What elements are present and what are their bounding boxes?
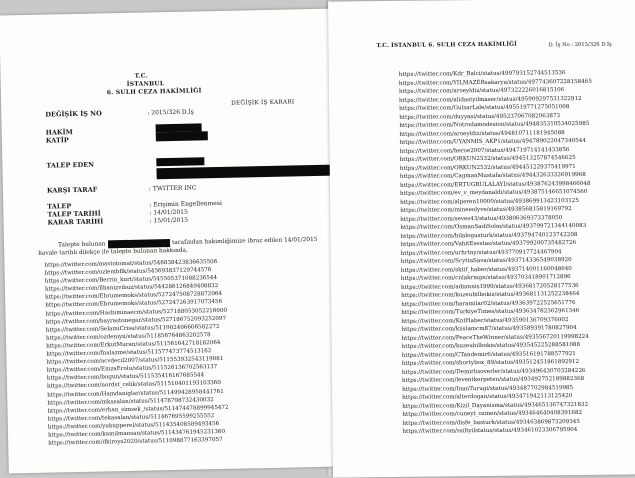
redaction-katip — [156, 131, 208, 141]
body-line1-b: tarafından hakimliğimize ibraz edilen 14/01/2015 — [171, 236, 318, 246]
left-page — [0, 9, 345, 474]
right-url-item: https://twitter.com/OsmanSadiSolm/status/493799721344140083 — [400, 222, 587, 231]
right-url-list — [399, 69, 596, 437]
right-url-item: https://twitter.com/CTandemir6/status/493516191788577921 — [401, 350, 576, 359]
left-url-item: https://twitter.com/dkiroys2020/status/511098877163397057 — [48, 437, 223, 447]
left-url-list — [44, 258, 229, 448]
right-url-item: https://twitter.com/alterdogan/status/493471942113125420 — [402, 393, 573, 401]
right-url-item: https://twitter.com/aroeyldiz/status/497322226016815106 — [398, 87, 565, 95]
right-url-item: https://twitter.com/ERTUGRULALAYI/status/493876243998466048 — [399, 180, 591, 189]
right-url-item: https://twitter.com/GulsarLale/status/495519771275051008 — [399, 104, 570, 112]
left-url-item: https://twitter.com/mkasalan/status/511478798732430032 — [47, 396, 214, 407]
body-line1-a: Talepte bulunan — [58, 241, 106, 249]
left-url-item: https://twitter.com/Berrin_kurt/status/545505371088236544 — [44, 275, 218, 285]
right-url-item: https://twitter.com/CagmanMustafa/status/494432633326919968 — [399, 171, 586, 180]
right-url-item: https://twitter.com/adnmnis1999/status/493681720528177536 — [400, 282, 579, 291]
katip-label: KATİP — [45, 136, 69, 145]
right-url-item: https://twitter.com/alperen10000/status/493869913423103125 — [400, 197, 579, 206]
right-url-item: https://twitter.com/bilalogusturk/status/493794740123742208 — [400, 231, 578, 240]
degisik-value: : 2015/326 D.İş — [147, 108, 194, 117]
redaction-talep-eden-2 — [156, 165, 332, 180]
karar-tarihi-label: KARAR TARİHİ — [47, 217, 104, 227]
left-url-item: https://twitter.com/erhan_simsek_/status/511474478899945472 — [47, 404, 229, 415]
right-url-item: https://twitter.com/Notrodamodesion/status/494835310534025985 — [399, 120, 590, 129]
karsi-taraf-value: : TWITTER INC — [148, 184, 197, 193]
left-url-item: https://twitter.com/Hasbiminaecm/status/527188053052216000 — [45, 307, 228, 318]
left-url-item: https://twitter.com/nordst_celik/status/511510401193103360 — [46, 380, 221, 391]
karsi-taraf-label: KARŞI TARAF — [46, 185, 98, 195]
left-url-item: https://twitter.com/llhanizvibuz/status/544286126849408832 — [44, 283, 219, 293]
right-url-item: https://twitter.com/sktif_haber/status/493714001160048640 — [400, 265, 572, 274]
right-url-item: https://twitter.com/haramilar02/status/493639722525651776 — [401, 299, 576, 308]
right-url-item: https://twitter.com/cnlakrmgn/status/493703418901712896 — [400, 274, 571, 282]
degisik-label: DEĞİŞİK İŞ NO — [45, 109, 102, 119]
right-url-item: https://twitter.com/ScyttaSava/status/493714336549038920 — [400, 257, 572, 265]
right-url-item: https://twitter.com/PeaceTheWinner/status/493556720119998224 — [401, 333, 589, 342]
left-url-item: https://twitter.com/Ebrumemoks/status/527247508728872064 — [45, 291, 223, 302]
right-url-item: https://twitter.com/KntHaber/status/493590136709376002 — [401, 316, 569, 325]
left-url-item: https://twitter.com/tekasalan/status/511467695599255552 — [47, 412, 215, 423]
right-url-item: https://twitter.com/ORKUN2532/status/494451229375419971 — [399, 163, 576, 172]
right-url-item: https://twitter.com/urhrtny/status/493770917724467904 — [400, 248, 562, 257]
right-url-item: https://twitter.com/TurkiyeTimes/status/493634782362961346 — [401, 307, 580, 316]
right-url-item: https://twitter.com/shortybox_89/status/493512451861892912 — [401, 358, 580, 367]
left-url-item: https://twitter.com/fnalazme/status/511577473774513162 — [46, 348, 212, 358]
left-url-item: https://twitter.com/SelamiCrisa/status/511902406606582272 — [45, 323, 220, 334]
right-url-item: https://twitter.com/seves43/status/493806369373378050 — [400, 214, 563, 223]
left-url-item: https://twitter.com/bugun/status/511535416167685544 — [46, 372, 205, 382]
left-url-item: https://twitter.com/ErkutMuran/status/511561642718182064 — [46, 339, 221, 350]
right-url-item: https://twitter.com/leventkerpeten/status/493492752189882368 — [401, 375, 585, 384]
left-url-item: https://twitter.com/bayrastonegar/status/527186752093252097 — [45, 315, 227, 326]
right-url-item: https://twitter.com/heroe2007/status/494719714141433856 — [399, 146, 570, 155]
right-url-item: https://twitter.com/kiislamcm87/status/493589391780827904 — [401, 325, 577, 333]
right-url-item: https://twitter.com/VahitEsestas/status/493799200735482726 — [400, 240, 577, 248]
header-court: 6. SULH CEZA HAKİMLİĞİ — [106, 87, 202, 97]
left-url-item: https://twitter.com/ozdeniyii/status/511856764863202578 — [45, 332, 211, 342]
redaction-body — [108, 239, 170, 248]
right-url-item: https://twitter.com/ORKUN2532/status/494513257874546625 — [399, 155, 576, 163]
right-url-item: https://twitter.com/Kdr_Balci/status/499793152744513536 — [398, 70, 566, 78]
left-url-item: https://twitter.com/maviotomat/status/546838423836635506 — [44, 259, 218, 269]
right-url-item: https://twitter.com/UYANMIS_AKP1/status/494789022047340544 — [399, 137, 586, 146]
right-url-item: https://twitter.com/aroeyldiz/status/494810711181945088 — [399, 129, 565, 138]
header-istanbul: İSTANBUL — [126, 80, 165, 88]
right-url-item: https://twitter.com/mineeolyve/status/493856815819169792 — [400, 206, 572, 214]
left-url-item: https://twitter.com/EmzaErolu/status/511526136702563137 — [46, 364, 218, 374]
talep-tarihi-value: : 14/01/2015 — [149, 208, 188, 217]
right-url-item: https://twitter.com/ev_v_meydanaldi/status/493875146651074560 — [399, 188, 588, 197]
left-url-item: https://twitter.com/kamilmansan/status/511434761945231360 — [47, 428, 226, 439]
right-url-item: https://twitter.com/YILMAZERsakarya/status/497743607228158465 — [398, 78, 592, 87]
right-page — [328, 0, 635, 478]
left-url-item: https://twitter.com/acvdecil2007/status/511553932543119081 — [46, 356, 224, 366]
left-url-item: https://twitter.com/Hamdaniglar/status/511499428958441761 — [47, 388, 224, 399]
right-url-item: https://twitter.com/Demirlisoverler/status/493496430703284226 — [401, 367, 586, 376]
karar-tarihi-value: : 15/01/2015 — [149, 216, 189, 225]
right-header-court: T.C. İSTANBUL 6. SULH CEZA HAKİMLİĞİ — [376, 41, 518, 50]
right-url-item: https://twitter.com/kuzeubilbokis/status/493545225288581088 — [401, 341, 581, 350]
decision-title: DEĞİŞİK İŞ KARARI — [231, 99, 295, 107]
body-line2: havale tarihli dilekçe ile talepte bulunan hakkında, — [38, 247, 188, 257]
talep-value: : Erişimin Engellenmesi — [149, 199, 222, 209]
right-url-item: https://twitter.com/kuzeubilbokis/status/493681131252238464 — [401, 290, 580, 299]
right-url-item: https://twitter.com/ssiltyilstatus/status/493461023306795904 — [402, 427, 578, 435]
right-url-item: https://twitter.com/cuneyt_ozmen/status/493464640408391682 — [402, 409, 583, 418]
left-url-item: https://twitter.com/Ebrumemoks/status/527247263917073456 — [45, 299, 223, 310]
talep-label: TALEP — [47, 202, 72, 211]
right-url-item: https://twitter.com/duyyasi/status/495237067082063873 — [399, 112, 561, 121]
redaction-talep-eden-1 — [156, 157, 204, 166]
right-url-item: https://twitter.com/alidastyilmaser/status/495909297531322912 — [399, 95, 582, 104]
talep-tarihi-label: TALEP TARİHİ — [47, 209, 101, 219]
talep-eden-label: TALEP EDEN — [46, 160, 95, 170]
right-header-case-no: D. İş No : 2015/326 D.İş — [548, 41, 612, 49]
header-tc: T.C. — [134, 72, 148, 80]
hakim-label: HAKİM — [45, 128, 73, 137]
left-url-item: https://twitter.com/ozlembflk/status/545693837129744576 — [44, 267, 212, 277]
left-url-item: https://twitter.com/yukupperel/status/511435408589493456 — [47, 420, 220, 431]
right-url-item: https://twitter.com/disfe_basturk/status/493463869873209345 — [402, 418, 580, 427]
right-url-item: https://twitter.com/Kizil_Dayanisma/status/493465136747321832 — [402, 401, 589, 410]
right-url-item: https://twitter.com/InanTurugi/status/493487702984519985 — [402, 384, 574, 393]
